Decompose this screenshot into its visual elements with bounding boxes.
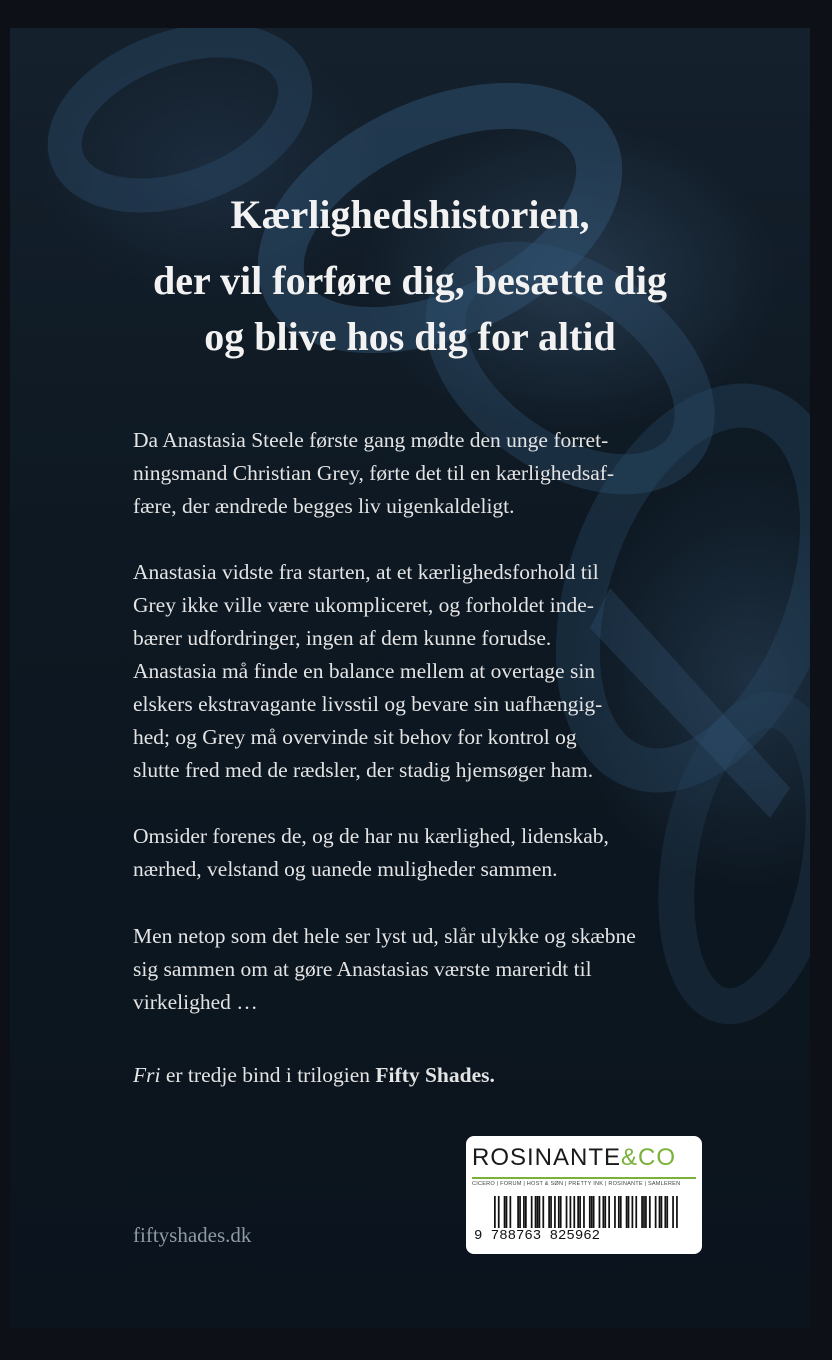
headline-line-3: og blive hos dig for altid: [204, 314, 616, 359]
barcode-label: [466, 1136, 702, 1254]
paragraph-3: Omsider forenes de, og de har nu kærlighed, lidenskab, nærhed, velstand og uanede muligheder sammen.: [133, 824, 609, 881]
barcode: [494, 1196, 678, 1228]
headline-line-1: Kærlighedshistorien,: [230, 192, 590, 237]
series-title: Fifty Shades.: [375, 1063, 495, 1087]
publisher-imprints: CICERO | FORUM | HOST & SØN | PRETTY INK | ROSINANTE | SAMLEREN: [472, 1181, 681, 1187]
paragraph-1: Da Anastasia Steele første gang mødte den unge forret- ningsmand Christian Grey, førte det til en kærlighedsaf- fære, der ændrede begges liv uigenkaldeligt.: [133, 428, 615, 518]
website-url[interactable]: fiftyshades.dk: [133, 1223, 252, 1247]
book-back-cover: [10, 28, 810, 1328]
paragraph-2: Anastasia vidste fra starten, at et kærlighedsforhold til Grey ikke ville være ukompliceret, og forholdet inde- bærer udfordringer, ingen af dem kunne forudse. Anastasia må finde en balance mellem at overtage sin elskers ekstravagante livsstil og bevare sin uafhængig- hed; og Grey må overvinde sit behov for kontrol og slutte fred med de rædsler, der stadig hjemsøger ham.: [133, 560, 603, 782]
paragraph-4: Men netop som det hele ser lyst ud, slår ulykke og skæbne sig sammen om at gøre Anastasias værste mareridt til virkelighed …: [133, 924, 636, 1014]
headline-line-2: der vil forføre dig, besætte dig: [152, 258, 667, 303]
publisher-logo: ROSINANTE&CO: [472, 1144, 677, 1171]
logo-underline: [472, 1177, 696, 1179]
closing-line: Fri er tredje bind i trilogien Fifty Shades.: [133, 1063, 495, 1087]
book-title-fri: Fri: [133, 1063, 161, 1087]
isbn-number: 9 788763 825962: [474, 1228, 601, 1244]
